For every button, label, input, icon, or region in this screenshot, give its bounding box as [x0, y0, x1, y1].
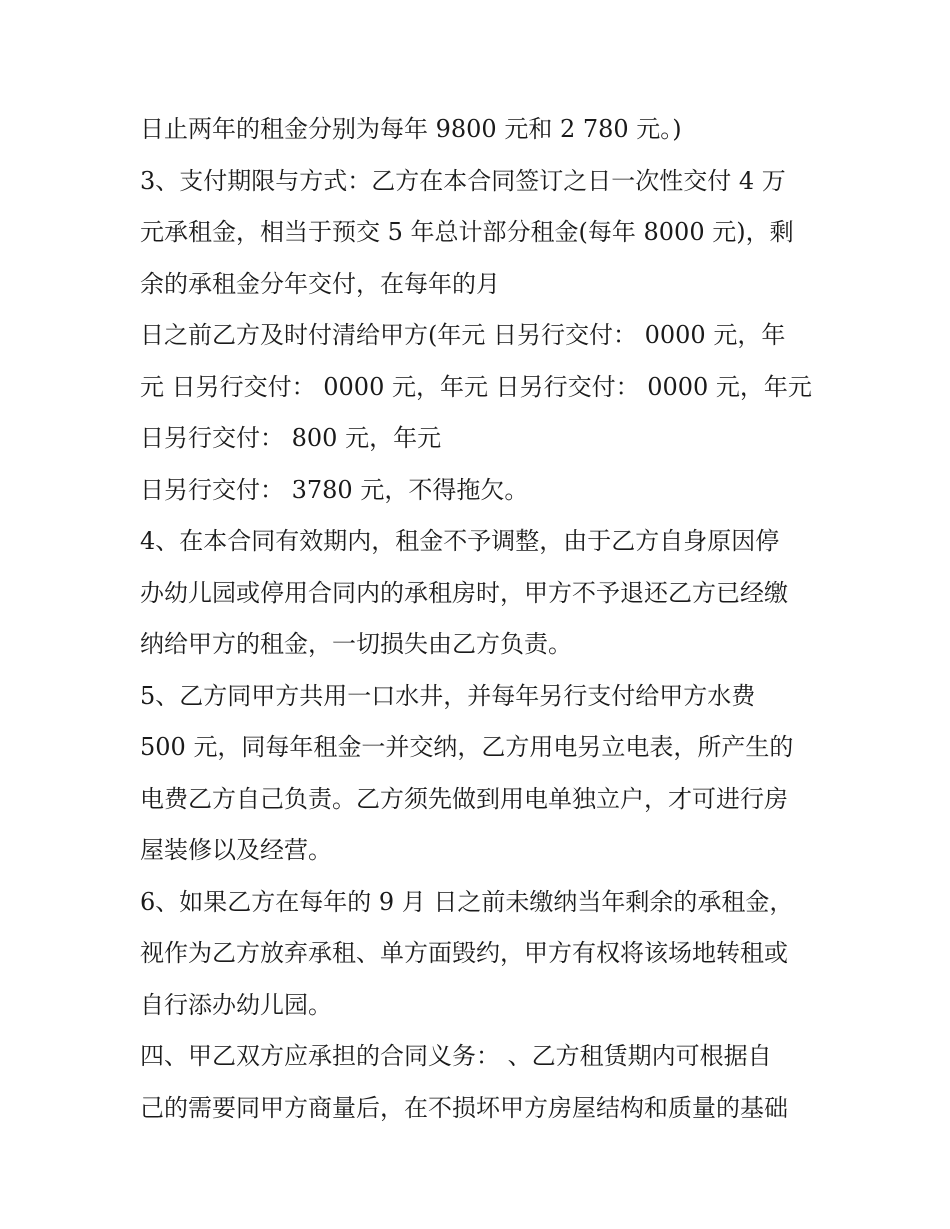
text-line: 己的需要同甲方商量后，在不损坏甲方房屋结构和质量的基础	[140, 1093, 788, 1122]
text-line: 日之前乙方及时付清给甲方(年元 日另行交付： 0000 元，年	[140, 321, 786, 349]
text-line: 元 日另行交付： 0000 元，年元 日另行交付： 0000 元，年元	[140, 372, 812, 401]
text-line: 余的承租金分年交付，在每年的月	[140, 269, 500, 298]
text-line: 日另行交付： 800 元，年元	[140, 424, 442, 452]
text-line: 办幼儿园或停用合同内的承租房时，甲方不予退还乙方已经缴	[140, 578, 788, 607]
text-line: 6、如果乙方在每年的 9 月 日之前未缴纳当年剩余的承租金，	[140, 887, 794, 916]
text-line: 3、支付期限与方式：乙方在本合同签订之日一次性交付 4 万	[140, 166, 786, 195]
text-line: 四、甲乙双方应承担的合同义务： 、乙方租赁期内可根据自	[140, 1042, 772, 1070]
text-line: 纳给甲方的租金，一切损失由乙方负责。	[140, 630, 572, 658]
text-line: 4、在本合同有效期内，租金不予调整，由于乙方自身原因停	[140, 527, 780, 555]
contract-text-body	[140, 104, 830, 1134]
text-line: 500 元，同每年租金一并交纳，乙方用电另立电表，所产生的	[140, 733, 794, 761]
text-line: 5、乙方同甲方共用一口水井，并每年另行支付给甲方水费	[140, 681, 756, 710]
text-line: 日止两年的租金分别为每年 9800 元和 2 780 元。)	[140, 115, 682, 143]
text-line: 日另行交付： 3780 元，不得拖欠。	[140, 475, 529, 504]
text-line: 自行添办幼儿园。	[140, 990, 332, 1019]
text-line: 视作为乙方放弃承租、单方面毁约，甲方有权将该场地转租或	[140, 939, 788, 967]
text-line: 屋装修以及经营。	[140, 836, 332, 864]
text-line: 电费乙方自己负责。乙方须先做到用电单独立户，才可进行房	[140, 784, 788, 813]
text-line: 元承租金，相当于预交 5 年总计部分租金(每年 8000 元)，剩	[140, 218, 794, 246]
